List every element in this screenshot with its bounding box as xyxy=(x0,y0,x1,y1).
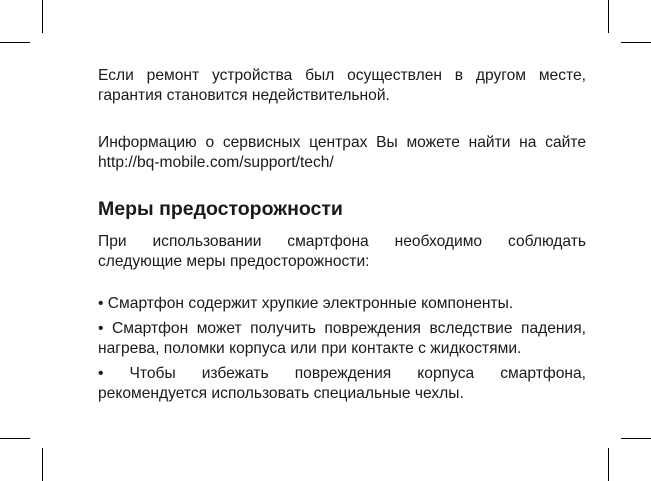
crop-mark-top-right-vertical xyxy=(608,0,609,33)
crop-mark-top-left-vertical xyxy=(42,0,43,33)
crop-mark-top-left-horizontal xyxy=(0,42,30,43)
section-intro-paragraph: При использовании смартфона необходимо соблюдать следующие меры предосторожности: xyxy=(98,233,586,270)
precaution-item-3-block xyxy=(98,364,586,404)
service-paragraph-block xyxy=(98,133,586,173)
warranty-paragraph-block xyxy=(98,66,586,106)
precaution-item-1-block xyxy=(98,294,586,314)
precaution-list-item: • Смартфон содержит хрупкие электронные компоненты. xyxy=(98,295,514,312)
service-centers-paragraph: Информацию о сервисных центрах Вы можете найти на сайте http://bq-mobile.com/support/tech/ xyxy=(98,134,586,171)
section-heading: Меры предосторожности xyxy=(98,198,343,220)
crop-mark-bottom-left-vertical xyxy=(42,448,43,481)
precaution-list-item: • Смартфон может получить повреждения вследствие падения, нагрева, поломки корпуса или при контакте с жидкостями. xyxy=(98,320,586,357)
precaution-list-item: • Чтобы избежать повреждения корпуса смартфона, рекомендуется использовать специальные чехлы. xyxy=(98,365,586,402)
crop-mark-bottom-right-horizontal xyxy=(621,438,651,439)
warranty-paragraph: Если ремонт устройства был осуществлен в другом месте, гарантия становится недействительной. xyxy=(98,67,586,104)
crop-mark-top-right-horizontal xyxy=(621,42,651,43)
crop-mark-bottom-left-horizontal xyxy=(0,438,30,439)
precaution-item-2-block xyxy=(98,319,586,359)
precautions-intro-block xyxy=(98,232,586,272)
precautions-heading-block xyxy=(98,197,586,221)
crop-mark-bottom-right-vertical xyxy=(608,448,609,481)
